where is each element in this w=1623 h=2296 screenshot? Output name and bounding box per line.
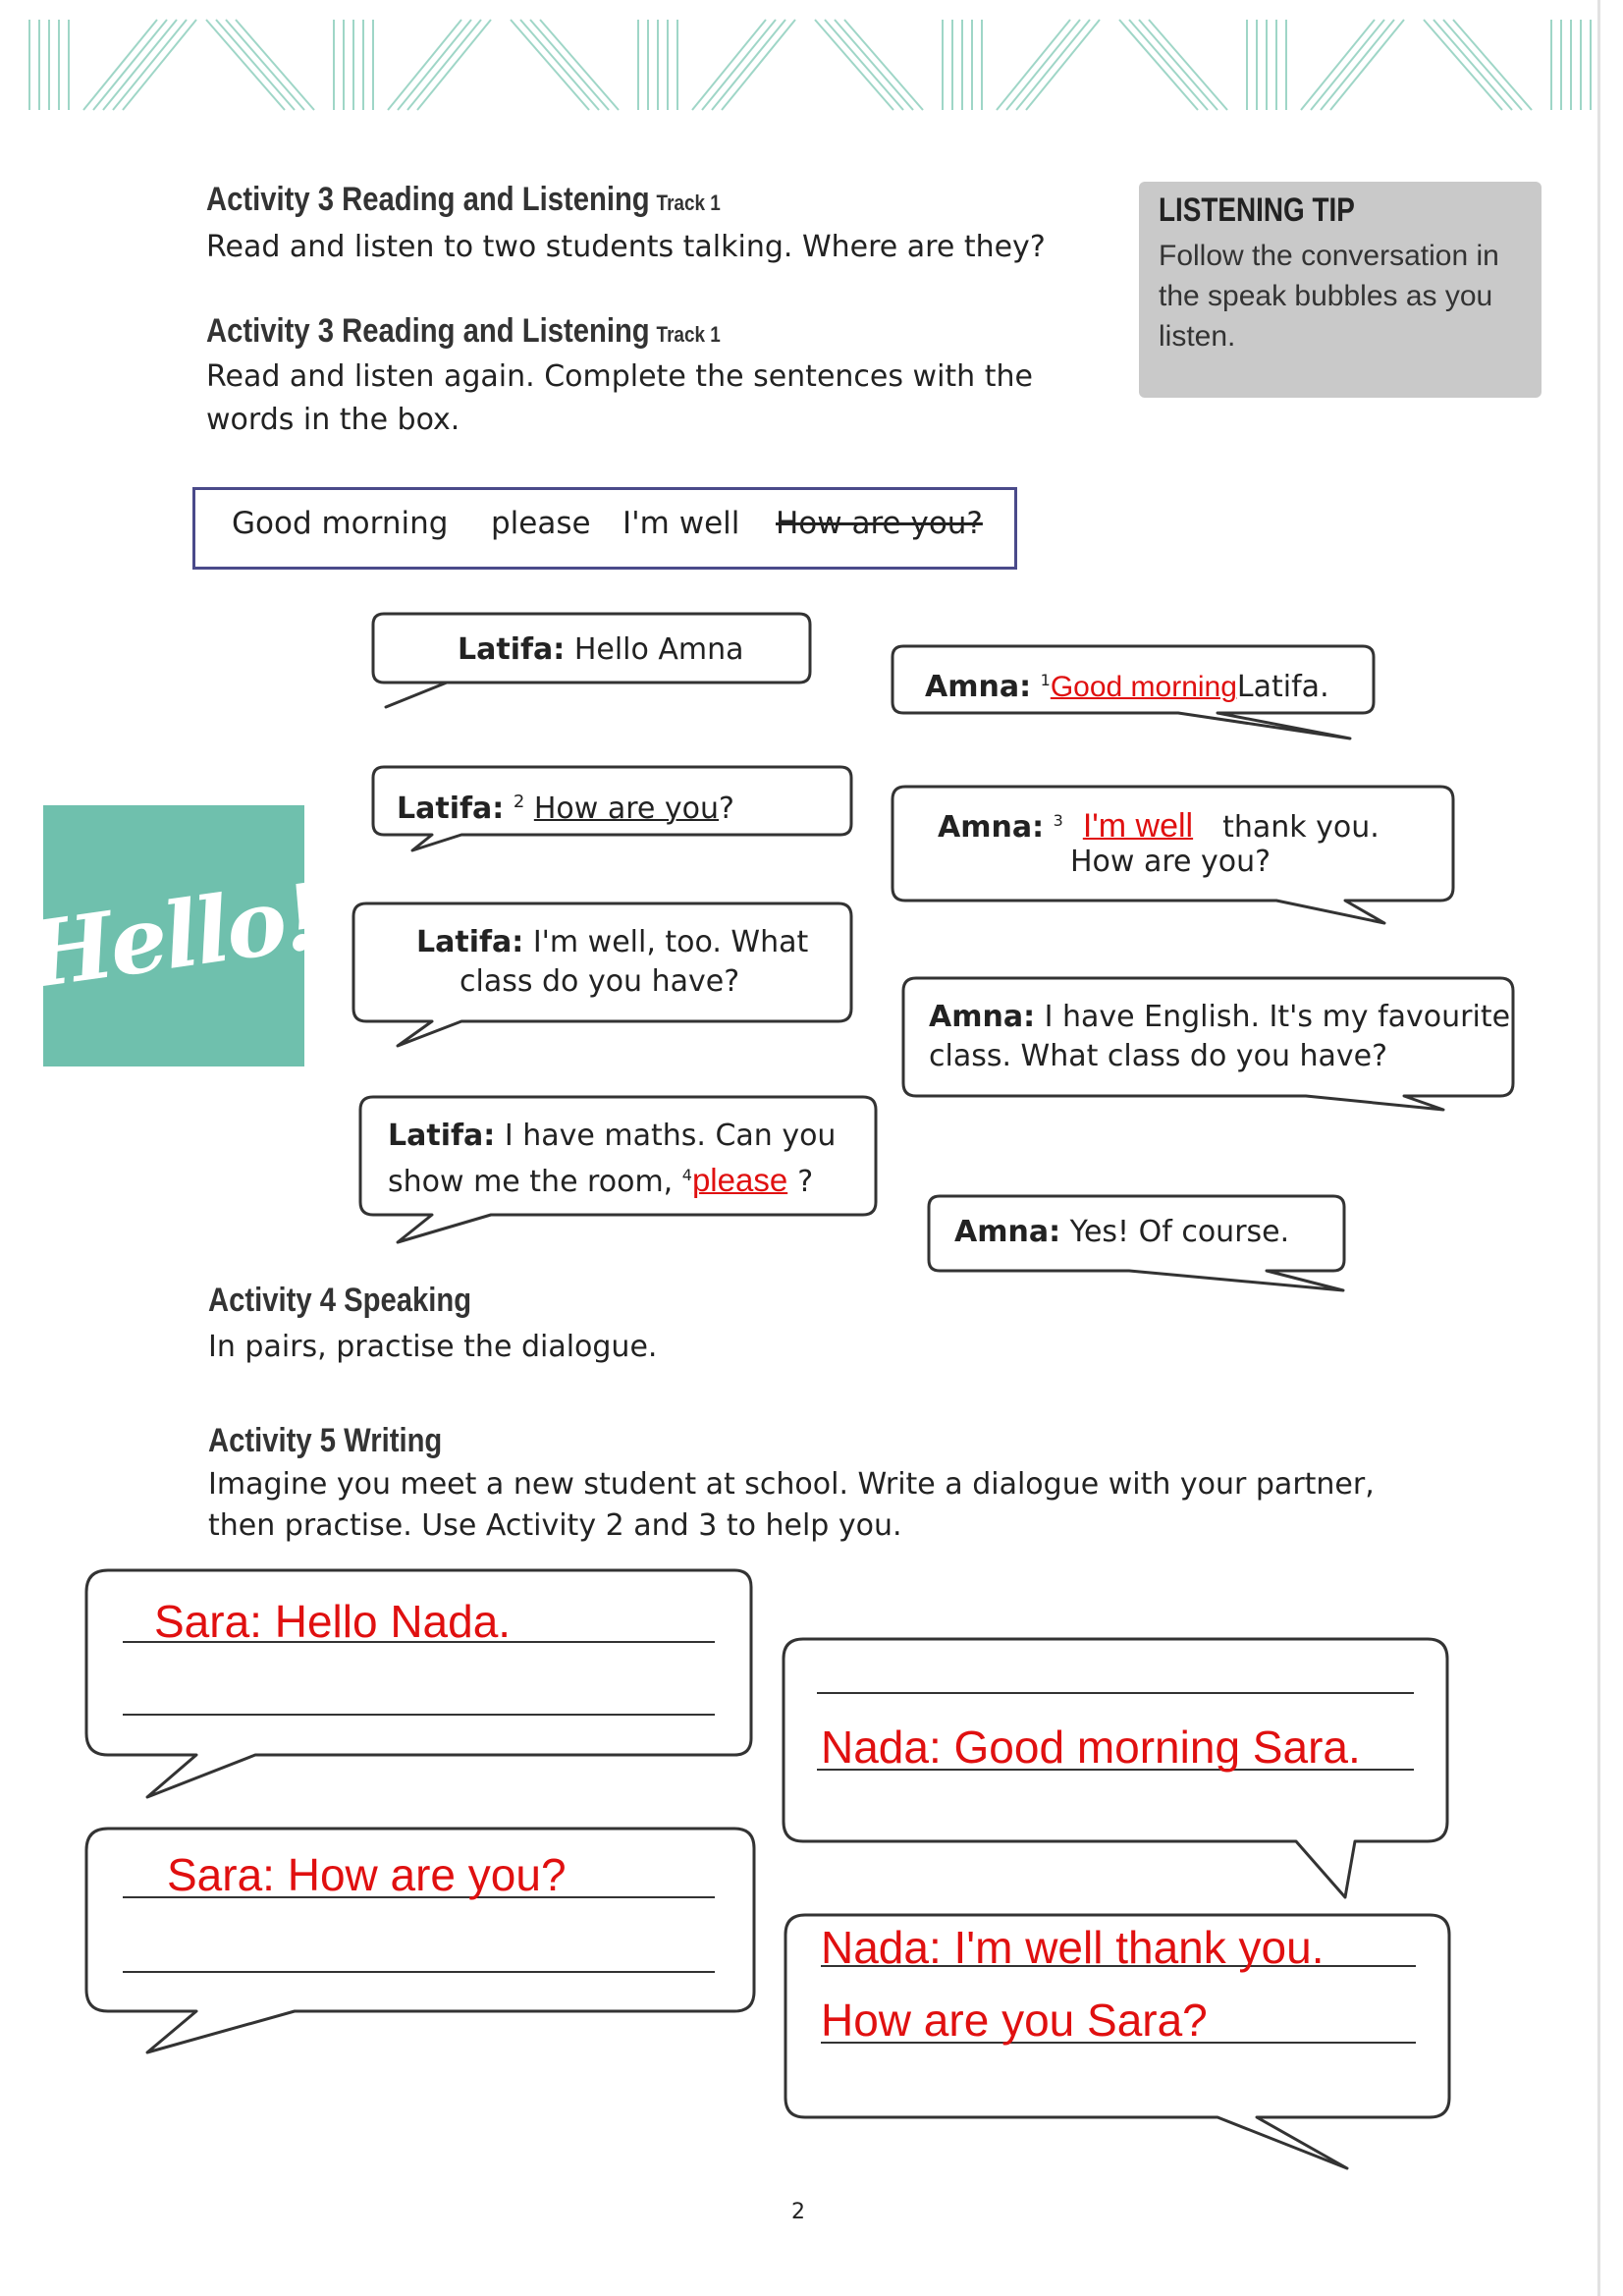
- bubble-amna-3-text: [929, 998, 1510, 1037]
- speaker-name: Amna:: [954, 1215, 1061, 1249]
- speaker-name: Latifa:: [416, 925, 524, 959]
- bubble-line: I have maths. Can you: [504, 1119, 837, 1153]
- answer-2: How are you: [533, 792, 719, 826]
- bubble-line: Latifa.: [1236, 670, 1329, 704]
- writing-answer-2: Nada: Good morning Sara.: [821, 1722, 1361, 1773]
- bubble-latifa-4-text: [388, 1117, 836, 1156]
- answer-3: I'm well: [1082, 807, 1194, 845]
- word-box-word-1: Good morning: [232, 506, 449, 541]
- activity3b-track: Track 1: [656, 322, 721, 347]
- bubble-line: ?: [719, 792, 734, 826]
- bubble-latifa-3-line2: class do you have?: [460, 964, 740, 999]
- page-number: 2: [791, 2200, 805, 2224]
- blank-number: 1: [1040, 671, 1051, 689]
- word-box-word-2: please: [491, 506, 591, 541]
- answer-4: please: [691, 1162, 788, 1198]
- activity5-title: Activity 5 Writing: [208, 1422, 443, 1459]
- bubble-latifa-4-line2: [388, 1156, 813, 1202]
- activity4-instruction: In pairs, practise the dialogue.: [208, 1330, 658, 1364]
- hello-image-text: Hello!: [21, 862, 327, 1010]
- writing-answer-4-line2: How are you Sara?: [821, 1995, 1208, 2046]
- blank-number: 2: [513, 792, 525, 812]
- activity5-instruction-line2: then practise. Use Activity 2 and 3 to help you.: [208, 1508, 902, 1543]
- bubble-line: show me the room,: [388, 1165, 674, 1199]
- writing-answer-3: Sara: How are you?: [167, 1849, 567, 1900]
- bubble-line: thank you.: [1222, 810, 1380, 845]
- writing-answer-4-line1: Nada: I'm well thank you.: [821, 1922, 1325, 1973]
- bubble-line: Yes! Of course.: [1069, 1215, 1290, 1249]
- word-box-word-4: How are you?: [776, 506, 983, 541]
- activity3b-instruction-line1: Read and listen again. Complete the sentences with the: [206, 359, 1033, 394]
- activity3a-track: Track 1: [656, 191, 721, 215]
- activity4-title: Activity 4 Speaking: [208, 1282, 472, 1319]
- blank-number: 3: [1053, 811, 1063, 830]
- bubble-amna-1-text: [925, 661, 1329, 707]
- bubble-line: I'm well, too. What: [532, 925, 809, 959]
- writing-answer-1: Sara: Hello Nada.: [154, 1596, 512, 1647]
- activity3a-title: Activity 3 Reading and Listening: [206, 181, 650, 218]
- speaker-name: Latifa:: [458, 632, 566, 667]
- speaker-name: Latifa:: [397, 792, 505, 826]
- answer-1: Good morning: [1050, 671, 1237, 703]
- bubble-amna-2-text: [938, 801, 1380, 847]
- speaker-name: Amna:: [938, 810, 1045, 845]
- bubble-amna-4-text: [954, 1213, 1289, 1252]
- listening-tip-title: LISTENING TIP: [1159, 191, 1355, 229]
- speaker-name: Amna:: [925, 670, 1032, 704]
- activity3b-title: Activity 3 Reading and Listening: [206, 312, 650, 350]
- bubble-amna-2-line2: How are you?: [1070, 845, 1271, 879]
- bubble-latifa-2-text: [397, 783, 734, 829]
- bubble-amna-3-line2: class. What class do you have?: [929, 1039, 1388, 1073]
- blank-number: 4: [681, 1166, 692, 1184]
- bubble-latifa-3-text: [416, 923, 808, 962]
- activity3b-instruction-line2: words in the box.: [206, 403, 460, 437]
- bubble-latifa-1-text: [458, 630, 744, 670]
- word-box-word-3: I'm well: [622, 506, 740, 541]
- bubble-line: I have English. It's my favourite: [1044, 1000, 1511, 1034]
- speaker-name: Amna:: [929, 1000, 1036, 1034]
- bubble-line: Hello Amna: [573, 632, 744, 667]
- listening-tip-text: Follow the conversation in the speak bubbles as you listen.: [1159, 240, 1499, 353]
- speaker-name: Latifa:: [388, 1119, 496, 1153]
- bubble-line: ?: [797, 1165, 814, 1199]
- activity3a-instruction: Read and listen to two students talking. Where are they?: [206, 230, 1046, 264]
- activity5-instruction-line1: Imagine you meet a new student at school. Write a dialogue with your partner,: [208, 1467, 1375, 1502]
